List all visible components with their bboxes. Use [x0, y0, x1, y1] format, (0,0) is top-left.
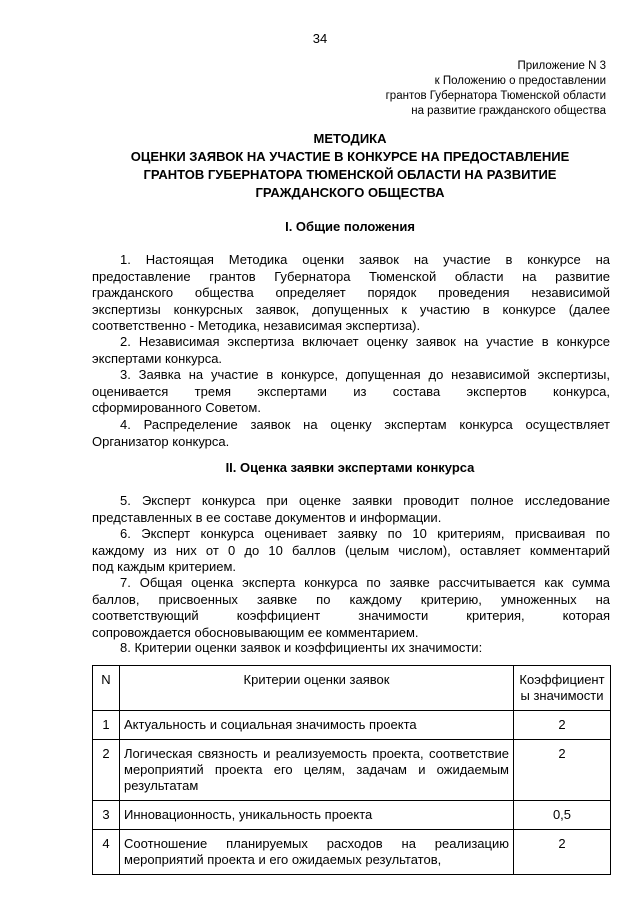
title-line: МЕТОДИКА	[313, 131, 387, 146]
text-line: гражданского общества определяет порядок проведения независимой	[92, 285, 610, 300]
section-1-heading: I. Общие положения	[285, 219, 415, 234]
appendix-line: к Положению о предоставлении	[434, 75, 606, 87]
row-criterion: Инновационность, уникальность проекта	[120, 801, 514, 830]
paragraph-2	[92, 334, 610, 367]
paragraph-6	[92, 526, 610, 576]
appendix-note	[326, 59, 606, 119]
row-number: 2	[93, 740, 120, 801]
table-row	[93, 830, 611, 875]
document-title	[0, 130, 640, 202]
appendix-line: на развитие гражданского общества	[411, 105, 606, 117]
text-line: 6. Эксперт конкурса оценивает заявку по 10 критериям, присваивая по	[120, 526, 610, 541]
text-line: предоставление грантов Губернатора Тюменской области на развитие	[92, 268, 610, 284]
text-line: 1. Настоящая Методика оценки заявок на участие в конкурсе на	[120, 252, 610, 267]
paragraph-8	[92, 640, 610, 657]
paragraph-1	[92, 252, 610, 335]
title-line: ГРАНТОВ ГУБЕРНАТОРА ТЮМЕНСКОЙ ОБЛАСТИ НА РАЗВИТИЕ	[143, 167, 557, 182]
table-row	[93, 740, 611, 801]
text-line: экспертизы конкурсных заявок, допущенных к участию в конкурсе (далее	[92, 301, 610, 317]
text-line: 8. Критерии оценки заявок и коэффициенты их значимости:	[120, 640, 483, 655]
text-line: соответственно - Методика, независимая экспертиза).	[92, 318, 421, 333]
appendix-line: Приложение N 3	[517, 60, 606, 72]
row-number: 3	[93, 801, 120, 830]
text-line: 3. Заявка на участие в конкурсе, допущенная до независимой экспертизы,	[120, 367, 610, 382]
section-2-heading: II. Оценка заявки экспертами конкурса	[225, 460, 475, 475]
text-line: сопровождается обосновывающим ее комментарием.	[92, 624, 419, 640]
page-number: 34	[312, 31, 328, 46]
table-row	[93, 801, 611, 830]
text-line: 7. Общая оценка эксперта конкурса по заявке рассчитывается как сумма	[120, 575, 610, 590]
row-number: 1	[93, 711, 120, 740]
text-line: 4. Распределение заявок на оценку экспертам конкурса осуществляет	[120, 417, 610, 432]
row-coefficient: 2	[514, 830, 611, 875]
row-number: 4	[93, 830, 120, 875]
text-line: экспертами конкурса.	[92, 350, 223, 366]
text-line: оценивается тремя экспертами из состава экспертов конкурса,	[92, 383, 610, 399]
text-line: Организатор конкурса.	[92, 433, 230, 449]
criteria-table	[92, 665, 611, 875]
text-line: сформированного Советом.	[92, 400, 261, 415]
row-criterion: Актуальность и социальная значимость проекта	[120, 711, 514, 740]
table-header-row	[93, 666, 611, 711]
paragraph-5	[92, 493, 610, 526]
appendix-line: грантов Губернатора Тюменской области	[385, 90, 606, 102]
paragraph-3	[92, 367, 610, 417]
text-line: баллов, присвоенных заявке по каждому критерию, умноженных на	[92, 591, 610, 607]
text-line: представленных в ее составе документов и информации.	[92, 509, 442, 525]
title-line: ОЦЕНКИ ЗАЯВОК НА УЧАСТИЕ В КОНКУРСЕ НА ПРЕДОСТАВЛЕНИЕ	[130, 149, 570, 164]
row-criterion: Логическая связность и реализуемость проекта, соответствие мероприятий проекта его целям, задачам и ожидаемым результатам	[120, 740, 514, 801]
paragraph-4	[92, 417, 610, 450]
text-line: 2. Независимая экспертиза включает оценку заявок на участие в конкурсе	[120, 334, 610, 349]
page-bottom-margin	[0, 876, 640, 905]
table-row	[93, 711, 611, 740]
row-coefficient: 0,5	[514, 801, 611, 830]
text-line: под каждым критерием.	[92, 559, 237, 574]
row-coefficient: 2	[514, 740, 611, 801]
text-line: 5. Эксперт конкурса при оценке заявки проводит полное исследование	[120, 493, 610, 508]
header-criteria: Критерии оценки заявок	[120, 666, 514, 711]
text-line: соответствующий коэффициент значимости критерия, которая	[92, 608, 610, 623]
row-coefficient: 2	[514, 711, 611, 740]
header-coefficient: Коэффициент​ы значимости	[514, 666, 611, 711]
title-line: ГРАЖДАНСКОГО ОБЩЕСТВА	[255, 185, 445, 200]
paragraph-7	[92, 575, 610, 641]
text-line: каждому из них от 0 до 10 баллов (целым числом), оставляет комментарий	[92, 542, 610, 558]
row-criterion: Соотношение планируемых расходов на реализацию мероприятий проекта и его ожидаемых результатов,	[120, 830, 514, 875]
header-number: N	[93, 666, 120, 711]
